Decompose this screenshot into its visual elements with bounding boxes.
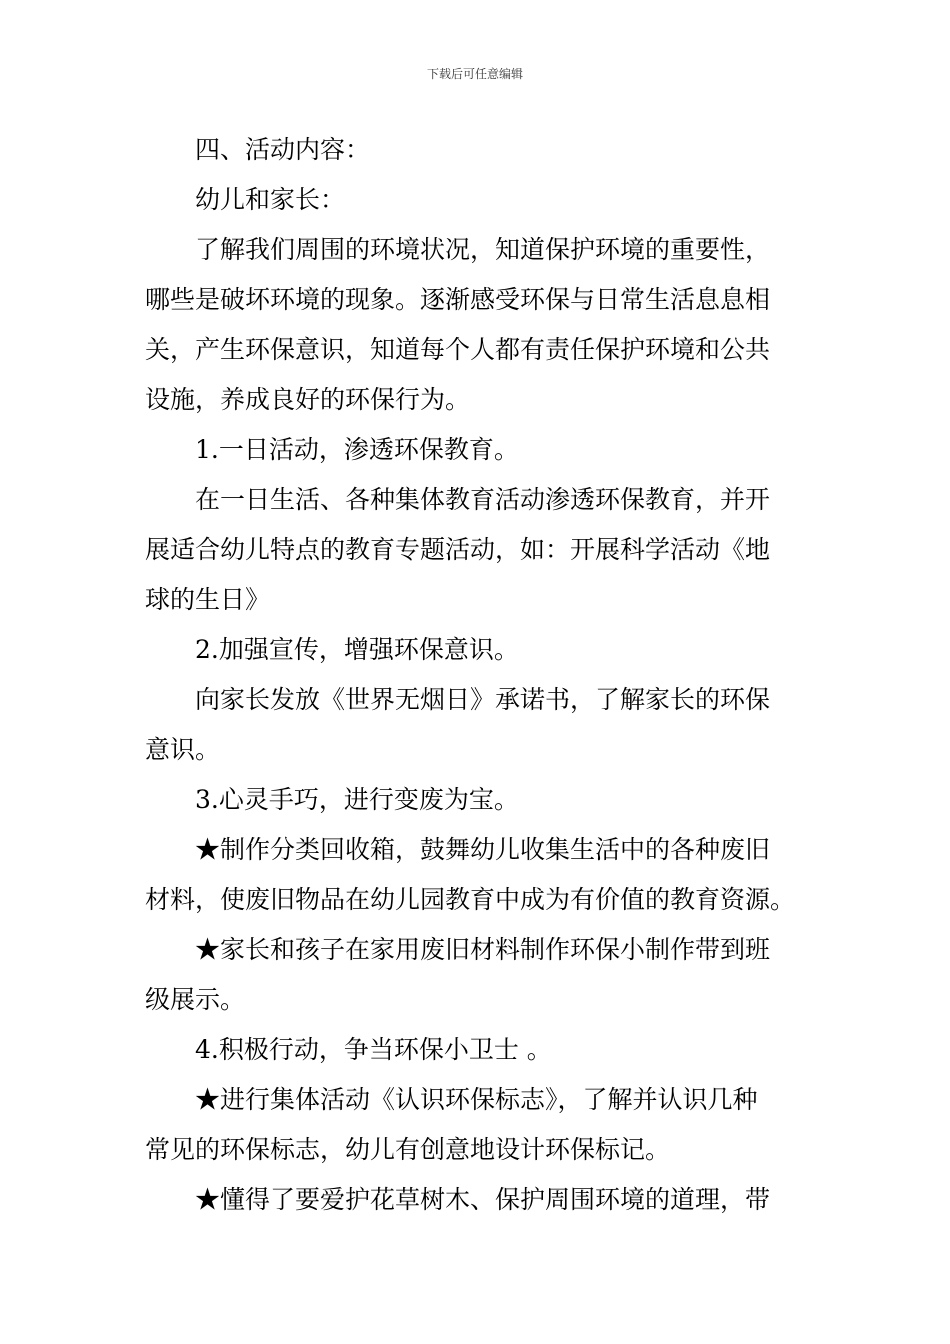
bullet-line: ★进行集体活动《认识环保标志》，了解并认识几种: [195, 1085, 758, 1114]
bullet-line: ★制作分类回收箱，鼓舞幼儿收集生活中的各种废旧: [195, 835, 771, 864]
paragraph-line: 关，产生环保意识，知道每个人都有责任保护环境和公共: [145, 335, 771, 364]
paragraph-line: 哪些是破坏环境的现象。逐渐感受环保与日常生活息息相: [145, 285, 771, 314]
page-header: 下载后可任意编辑: [426, 67, 523, 81]
document-body: [145, 125, 810, 1225]
paragraph-line: 在一日生活、各种集体教育活动渗透环保教育，并开: [195, 485, 771, 514]
paragraph-line: 向家长发放《世界无烟日》承诺书，了解家长的环保: [195, 685, 771, 714]
paragraph-line: 展适合幼儿特点的教育专题活动，如：开展科学活动《地: [145, 535, 771, 564]
paragraph-line: 球的生日》: [145, 585, 271, 614]
subheading: 幼儿和家长：: [195, 185, 346, 214]
list-heading: 1.一日活动，渗透环保教育。: [195, 435, 519, 464]
paragraph-line: 了解我们周围的环境状况，知道保护环境的重要性，: [195, 235, 771, 264]
bullet-line: ★懂得了要爱护花草树木、保护周围环境的道理，带: [195, 1185, 771, 1214]
paragraph-line: 级展示。: [145, 985, 246, 1014]
list-heading: 4.积极行动，争当环保小卫士 。: [195, 1035, 552, 1064]
bullet-line: ★家长和孩子在家用废旧材料制作环保小制作带到班: [195, 935, 771, 964]
paragraph-line: 意识。: [145, 735, 221, 764]
paragraph-line: 常见的环保标志，幼儿有创意地设计环保标记。: [145, 1135, 671, 1164]
list-heading: 2.加强宣传，增强环保意识。: [195, 635, 519, 664]
list-heading: 3.心灵手巧，进行变废为宝。: [195, 785, 519, 814]
paragraph-line: 设施，养成良好的环保行为。: [145, 385, 471, 414]
section-heading: 四、活动内容：: [195, 135, 371, 164]
paragraph-line: 材料，使废旧物品在幼儿园教育中成为有价值的教育资源。: [145, 885, 796, 914]
